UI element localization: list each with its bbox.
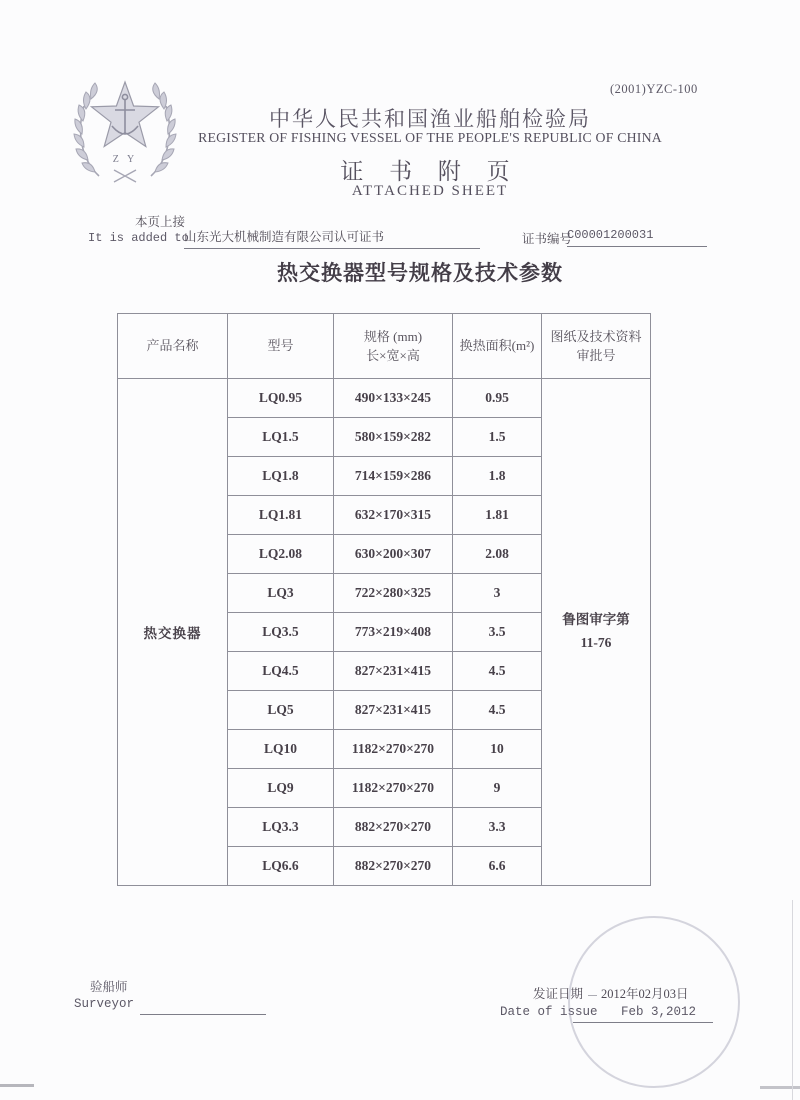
- table-body: [118, 379, 651, 886]
- cert-no-label: 证书编号: [522, 232, 573, 246]
- spec-cell: 882×270×270: [334, 847, 453, 886]
- area-cell: 4.5: [453, 691, 542, 730]
- issue-date-value-en: Feb 3,2012: [621, 1005, 697, 1019]
- area-cell: 2.08: [453, 535, 542, 574]
- header-row: [118, 314, 651, 379]
- area-cell: 9: [453, 769, 542, 808]
- model-cell: LQ9: [228, 769, 334, 808]
- issue-date-label-en: Date of issue: [500, 1005, 598, 1019]
- spec-cell: 827×231×415: [334, 652, 453, 691]
- model-cell: LQ5: [228, 691, 334, 730]
- scan-edge-right: [792, 900, 793, 1100]
- spec-cell: 490×133×245: [334, 379, 453, 418]
- official-stamp: [568, 916, 740, 1088]
- product-name-cell: 热交换器: [118, 379, 228, 886]
- issue-date-label-cn: 发证日期: [533, 987, 584, 1001]
- approval-no-line1: 鲁图审字第: [562, 612, 630, 628]
- spec-cell: 773×219×408: [334, 613, 453, 652]
- doc-title-en: ATTACHED SHEET: [351, 183, 509, 199]
- model-cell: LQ10: [228, 730, 334, 769]
- spec-header-line2: 长×宽×高: [366, 348, 420, 363]
- surveyor-label-en: Surveyor: [74, 997, 135, 1011]
- form-code: (2001)YZC-100: [610, 82, 698, 96]
- area-cell: 1.81: [453, 496, 542, 535]
- surveyor-label-cn: 验船师: [90, 980, 128, 994]
- approval-no-line2: 11-76: [580, 635, 612, 650]
- spec-cell: 827×231×415: [334, 691, 453, 730]
- spec-cell: 714×159×286: [334, 457, 453, 496]
- area-cell: 10: [453, 730, 542, 769]
- spec-cell: 1182×270×270: [334, 769, 453, 808]
- model-cell: LQ0.95: [228, 379, 334, 418]
- area-cell: 3.3: [453, 808, 542, 847]
- area-cell: 3: [453, 574, 542, 613]
- approval-header-line2: 审批号: [576, 348, 616, 363]
- model-cell: LQ3.3: [228, 808, 334, 847]
- model-cell: LQ1.81: [228, 496, 334, 535]
- org-title-en: REGISTER OF FISHING VESSEL OF THE PEOPLE'S REPUBLIC OF CHINA: [198, 130, 662, 145]
- added-to-value: 山东光大机械制造有限公司认可证书: [184, 227, 480, 249]
- model-cell: LQ1.5: [228, 418, 334, 457]
- col-header-product: 产品名称: [118, 314, 228, 379]
- spec-cell: 632×170×315: [334, 496, 453, 535]
- spec-cell: 1182×270×270: [334, 730, 453, 769]
- area-cell: 1.8: [453, 457, 542, 496]
- col-header-area: 换热面积(m²): [453, 314, 542, 379]
- model-cell: LQ3: [228, 574, 334, 613]
- spec-table: [117, 313, 651, 886]
- approval-cell: [542, 379, 651, 886]
- table-row: [118, 379, 651, 418]
- issue-date-value-cn: 2012年02月03日: [601, 987, 689, 1001]
- col-header-model: 型号: [228, 314, 334, 379]
- spec-header-line1: 规格 (mm): [363, 328, 423, 344]
- doc-title-cn: 证 书 附 页: [340, 159, 520, 184]
- area-cell: 3.5: [453, 613, 542, 652]
- model-cell: LQ1.8: [228, 457, 334, 496]
- spec-cell: 580×159×282: [334, 418, 453, 457]
- spec-cell: 882×270×270: [334, 808, 453, 847]
- col-header-approval: [542, 314, 651, 379]
- surveyor-signature-line: [140, 1014, 266, 1015]
- scan-edge-bottom-left: [0, 1084, 34, 1087]
- area-cell: 1.5: [453, 418, 542, 457]
- spec-cell: 630×200×307: [334, 535, 453, 574]
- model-cell: LQ3.5: [228, 613, 334, 652]
- emblem-letters: Z Y: [112, 154, 138, 165]
- org-title-cn: 中华人民共和国渔业船舶检验局: [269, 107, 591, 131]
- scan-edge-bottom-right: [760, 1086, 800, 1089]
- spec-table-wrap: [117, 313, 651, 886]
- page-continuation-note: 本页上接: [135, 215, 186, 229]
- added-to-label: It is added to: [88, 231, 189, 245]
- area-cell: 0.95: [453, 379, 542, 418]
- area-cell: 6.6: [453, 847, 542, 886]
- model-cell: LQ4.5: [228, 652, 334, 691]
- cert-no-value: C00001200031: [567, 228, 707, 247]
- area-cell: 4.5: [453, 652, 542, 691]
- approval-header-line1: 图纸及技术资料: [550, 328, 642, 344]
- col-header-spec: [334, 314, 453, 379]
- model-cell: LQ2.08: [228, 535, 334, 574]
- spec-cell: 722×280×325: [334, 574, 453, 613]
- model-cell: LQ6.6: [228, 847, 334, 886]
- section-title: 热交换器型号规格及技术参数: [277, 261, 563, 285]
